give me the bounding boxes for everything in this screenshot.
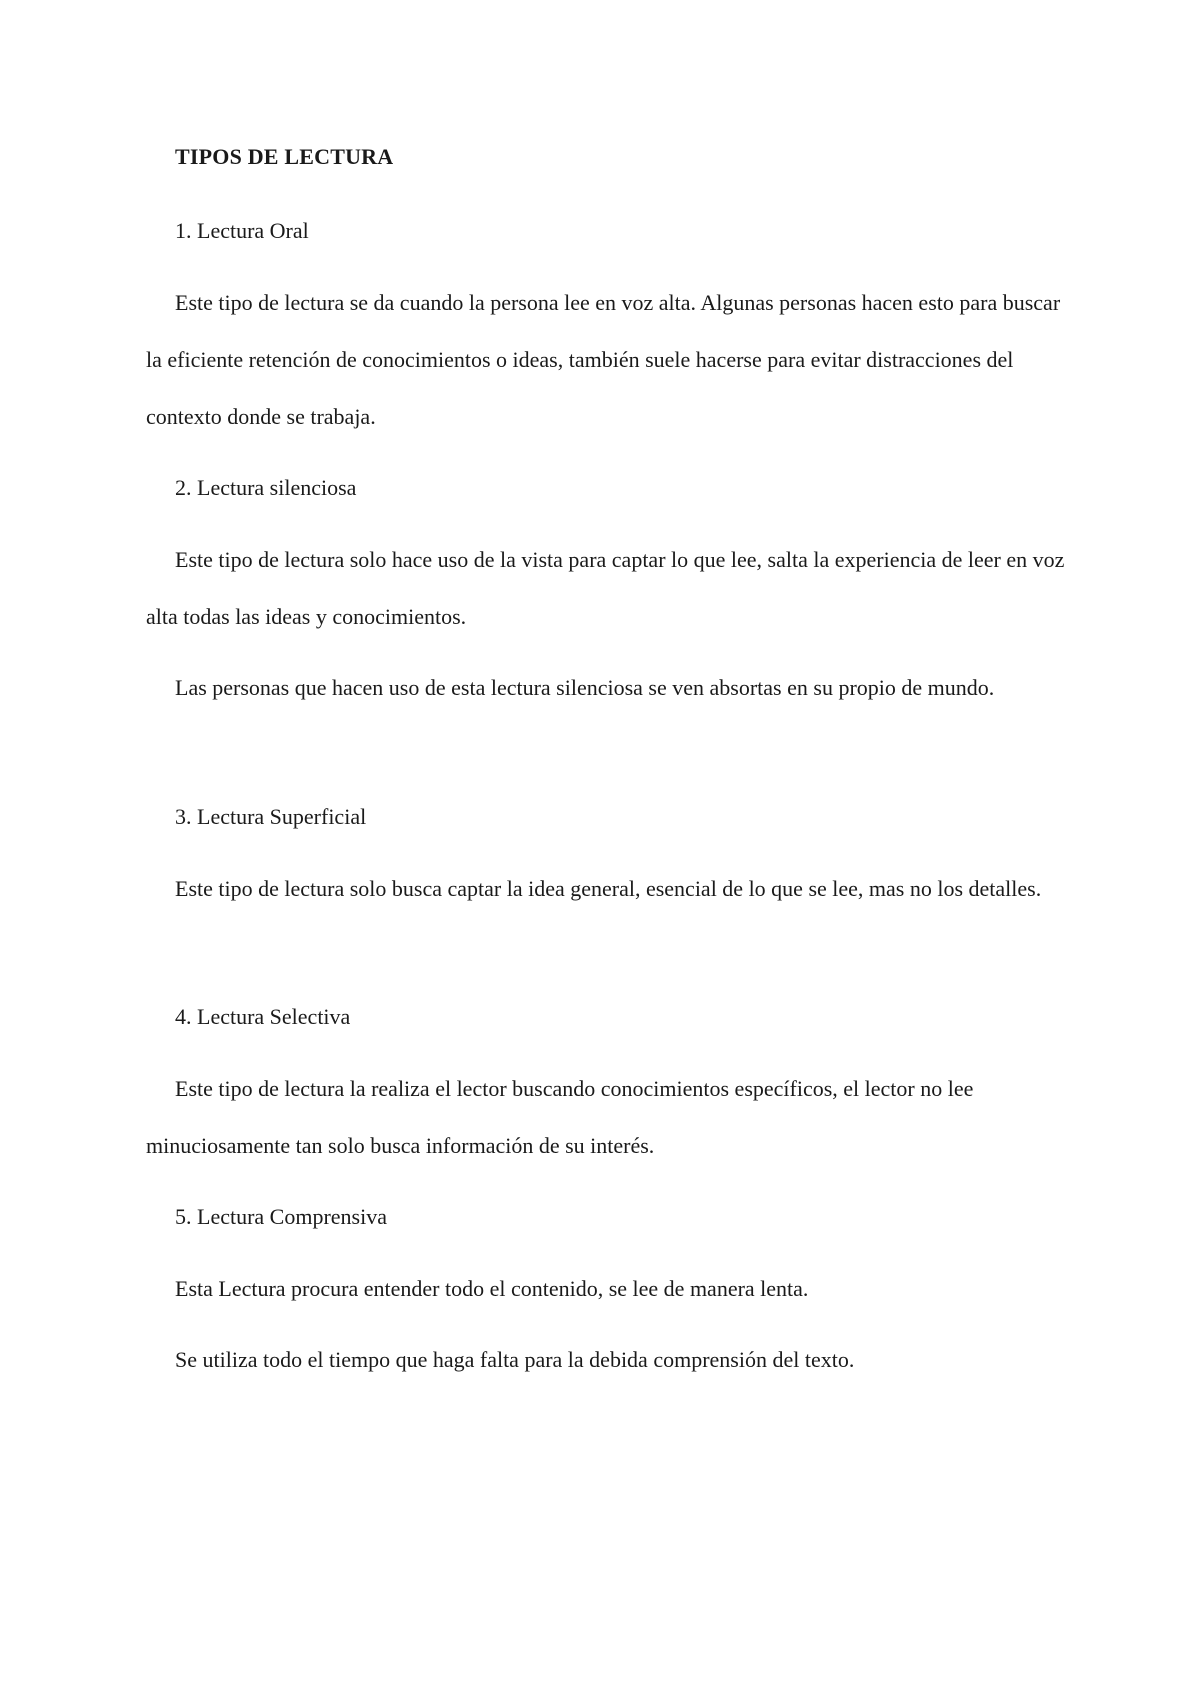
section-heading-lectura-silenciosa: 2. Lectura silenciosa	[175, 475, 357, 500]
paragraph-lectura-comprensiva-2: Se utiliza todo el tiempo que haga falta para la debida comprensión del texto.	[175, 1347, 855, 1372]
paragraph-lectura-silenciosa-2: Las personas que hacen uso de esta lectura silenciosa se ven absortas en su propio de mundo.	[175, 675, 995, 700]
section-heading-lectura-selectiva: 4. Lectura Selectiva	[175, 1004, 351, 1029]
document-title: TIPOS DE LECTURA	[175, 144, 394, 169]
paragraph-lectura-comprensiva-1: Esta Lectura procura entender todo el contenido, se lee de manera lenta.	[175, 1276, 809, 1301]
paragraph-lectura-superficial: Este tipo de lectura solo busca captar la idea general, esencial de lo que se lee, mas no los detalles.	[175, 876, 1042, 901]
section-heading-lectura-superficial: 3. Lectura Superficial	[175, 804, 367, 829]
paragraph-lectura-oral: Este tipo de lectura se da cuando la persona lee en voz alta. Algunas personas hacen esto para buscar la eficiente retención de conocimientos o ideas, también suele hacerse para evitar distracciones del contexto donde se trabaja.	[146, 290, 1061, 429]
section-heading-lectura-oral: 1. Lectura Oral	[175, 218, 309, 243]
section-heading-lectura-comprensiva: 5. Lectura Comprensiva	[175, 1204, 387, 1229]
paragraph-lectura-selectiva: Este tipo de lectura la realiza el lector buscando conocimientos específicos, el lector no lee minuciosamente tan solo busca información de su interés.	[146, 1076, 974, 1158]
paragraph-lectura-silenciosa-1: Este tipo de lectura solo hace uso de la vista para captar lo que lee, salta la experiencia de leer en voz alta todas las ideas y conocimientos.	[146, 547, 1065, 629]
